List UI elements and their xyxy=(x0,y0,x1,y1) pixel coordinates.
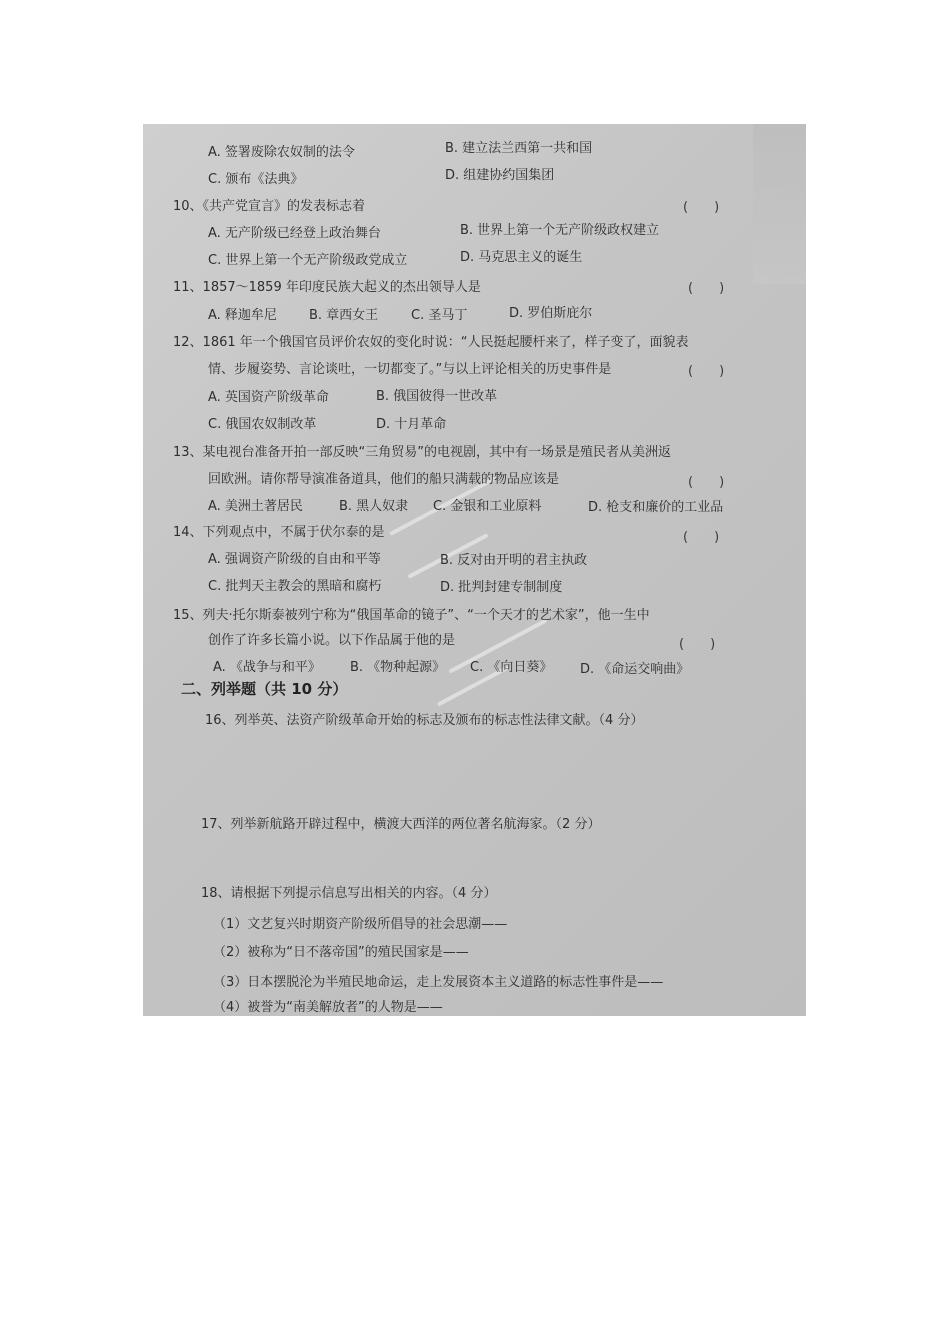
q13-stem-line2: 回欧洲。请你帮导演准备道具，他们的船只满载的物品应该是 xyxy=(208,472,560,487)
q16-stem: 16、列举英、法资产阶级革命开始的标志及颁布的标志性法律文献。（4 分） xyxy=(205,713,644,728)
q15-stem-line1: 15、列夫·托尔斯泰被列宁称为“俄国革命的镜子”、“一个天才的艺术家”，他一生中 xyxy=(173,608,650,623)
q18-stem: 18、请根据下列提示信息写出相关的内容。（4 分） xyxy=(201,886,497,901)
q10-option-d: D. 马克思主义的诞生 xyxy=(460,250,583,265)
section-2-title: 二、列举题（共 10 分） xyxy=(181,680,348,698)
q13-answer-blank: ( ) xyxy=(688,475,725,490)
q10-answer-blank: ( ) xyxy=(683,200,720,215)
q14-option-c: C. 批判天主教会的黑暗和腐朽 xyxy=(208,579,382,594)
q15-option-d: D. 《命运交响曲》 xyxy=(580,662,690,677)
q13-option-b: B. 黑人奴隶 xyxy=(339,499,409,514)
q13-option-a: A. 美洲土著居民 xyxy=(208,499,303,514)
q11-option-d: D. 罗伯斯庇尔 xyxy=(509,306,593,321)
q14-stem: 14、下列观点中，不属于伏尔泰的是 xyxy=(173,525,385,540)
q12-option-d: D. 十月革命 xyxy=(376,417,447,432)
q12-answer-blank: ( ) xyxy=(688,364,725,379)
q12-option-b: B. 俄国彼得一世改革 xyxy=(376,389,498,404)
q12-stem-line1: 12、1861 年一个俄国官员评价农奴的变化时说：“人民挺起腰杆来了，样子变了，面貌表 xyxy=(173,335,689,350)
q10-option-b: B. 世界上第一个无产阶级政权建立 xyxy=(460,223,660,238)
q18-item-3: （3）日本摆脱沦为半殖民地命运，走上发展资本主义道路的标志性事件是—— xyxy=(213,975,664,990)
q11-option-a: A. 释迦牟尼 xyxy=(208,308,277,323)
q15-stem-line2: 创作了许多长篇小说。以下作品属于他的是 xyxy=(208,633,456,648)
q9-option-c: C. 颁布《法典》 xyxy=(208,172,304,187)
q14-option-a: A. 强调资产阶级的自由和平等 xyxy=(208,552,381,567)
q18-item-4: （4）被誉为“南美解放者”的人物是—— xyxy=(213,1000,443,1015)
q18-item-2: （2）被称为“日不落帝国”的殖民国家是—— xyxy=(213,945,469,960)
q14-option-b: B. 反对由开明的君主执政 xyxy=(440,553,588,568)
q14-answer-blank: ( ) xyxy=(683,530,720,545)
q11-stem: 11、1857～1859 年印度民族大起义的杰出领导人是 xyxy=(173,280,481,295)
q15-option-b: B. 《物种起源》 xyxy=(350,660,446,675)
q9-option-b: B. 建立法兰西第一共和国 xyxy=(445,141,593,156)
page-edge-shadow xyxy=(753,124,806,284)
q17-stem: 17、列举新航路开辟过程中，横渡大西洋的两位著名航海家。（2 分） xyxy=(201,817,601,832)
q15-option-c: C. 《向日葵》 xyxy=(470,660,553,675)
q11-option-c: C. 圣马丁 xyxy=(411,308,468,323)
q13-option-d: D. 枪支和廉价的工业品 xyxy=(588,500,724,515)
q11-answer-blank: ( ) xyxy=(688,281,725,296)
q18-item-1: （1）文艺复兴时期资产阶级所倡导的社会思潮—— xyxy=(213,917,508,932)
q10-option-a: A. 无产阶级已经登上政治舞台 xyxy=(208,226,381,241)
q13-option-c: C. 金银和工业原料 xyxy=(433,499,542,514)
q15-option-a: A. 《战争与和平》 xyxy=(213,660,321,675)
q9-option-d: D. 组建协约国集团 xyxy=(445,168,555,183)
q10-stem: 10、《共产党宣言》的发表标志着 xyxy=(173,199,366,214)
q11-option-b: B. 章西女王 xyxy=(309,308,379,323)
q10-option-c: C. 世界上第一个无产阶级政党成立 xyxy=(208,253,408,268)
q14-option-d: D. 批判封建专制制度 xyxy=(440,580,563,595)
q12-option-a: A. 英国资产阶级革命 xyxy=(208,390,329,405)
q12-stem-line2: 情、步履姿势、言论谈吐，一切都变了。”与以上评论相关的历史事件是 xyxy=(208,362,612,377)
q9-option-a: A. 签署废除农奴制的法令 xyxy=(208,145,355,160)
exam-photo xyxy=(143,124,806,1016)
q12-option-c: C. 俄国农奴制改革 xyxy=(208,417,317,432)
q15-answer-blank: ( ) xyxy=(679,637,716,652)
q13-stem-line1: 13、某电视台准备开拍一部反映“三角贸易”的电视剧，其中有一场景是殖民者从美洲返 xyxy=(173,445,672,460)
